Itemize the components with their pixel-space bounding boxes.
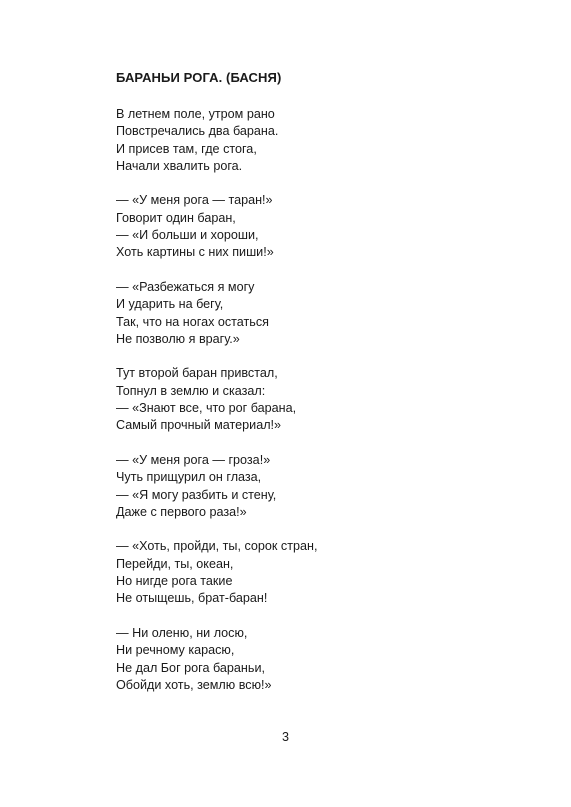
poem-line: Не позволю я врагу.» (116, 331, 240, 346)
poem-line: И ударить на бегу, (116, 297, 224, 312)
poem-line: Топнул в землю и сказал: (116, 383, 266, 398)
page-number: 3 (281, 730, 289, 744)
poem-line: — «У меня рога — гроза!» (116, 452, 271, 467)
poem-line: — Ни оленю, ни лосю, (116, 625, 248, 640)
poem-line: Даже с первого раза!» (116, 504, 247, 519)
poem-line: Не отыщешь, брат-баран! (116, 591, 268, 606)
poem-line: Хоть картины с них пиши!» (116, 245, 274, 260)
poem-line: Повстречались два барана. (116, 124, 279, 139)
stanza (116, 106, 476, 175)
poem-line: Начали хвалить рога. (116, 158, 243, 173)
poem-line: — «Я могу разбить и стену, (116, 487, 277, 502)
poem-line: Но нигде рога такие (116, 574, 233, 589)
poem-line: Говорит один баран, (116, 210, 236, 225)
poem-line: Самый прочный материал!» (116, 418, 282, 433)
poem-line: Чуть прищурил он глаза, (116, 470, 262, 485)
poem-line: — «Знают все, что рог барана, (116, 401, 297, 416)
poem-line: Не дал Бог рога бараньи, (116, 660, 265, 675)
poem-line: — «У меня рога — таран!» (116, 193, 273, 208)
poem-line: Тут второй баран привстал, (116, 366, 278, 381)
stanza (116, 365, 476, 434)
poem-line: В летнем поле, утром рано (116, 107, 275, 121)
poem-title: БАРАНЬИ РОГА. (БАСНЯ) (116, 70, 282, 85)
stanza (116, 625, 476, 694)
poem-line: — «Разбежаться я могу (116, 279, 255, 294)
poem-line: — «Хоть, пройди, ты, сорок стран, (116, 539, 318, 554)
poem-line: — «И больши и хороши, (116, 228, 259, 243)
poem-line: И присев там, где стога, (116, 141, 257, 156)
poem-line: Обойди хоть, землю всю!» (116, 677, 272, 692)
stanza (116, 279, 476, 348)
stanza (116, 538, 476, 607)
stanza (116, 192, 476, 261)
poem-line: Перейди, ты, океан, (116, 556, 234, 571)
poem-body (116, 106, 476, 711)
poem-line: Так, что на ногах остаться (116, 314, 269, 329)
stanza (116, 452, 476, 521)
poem-line: Ни речному карасю, (116, 643, 235, 658)
